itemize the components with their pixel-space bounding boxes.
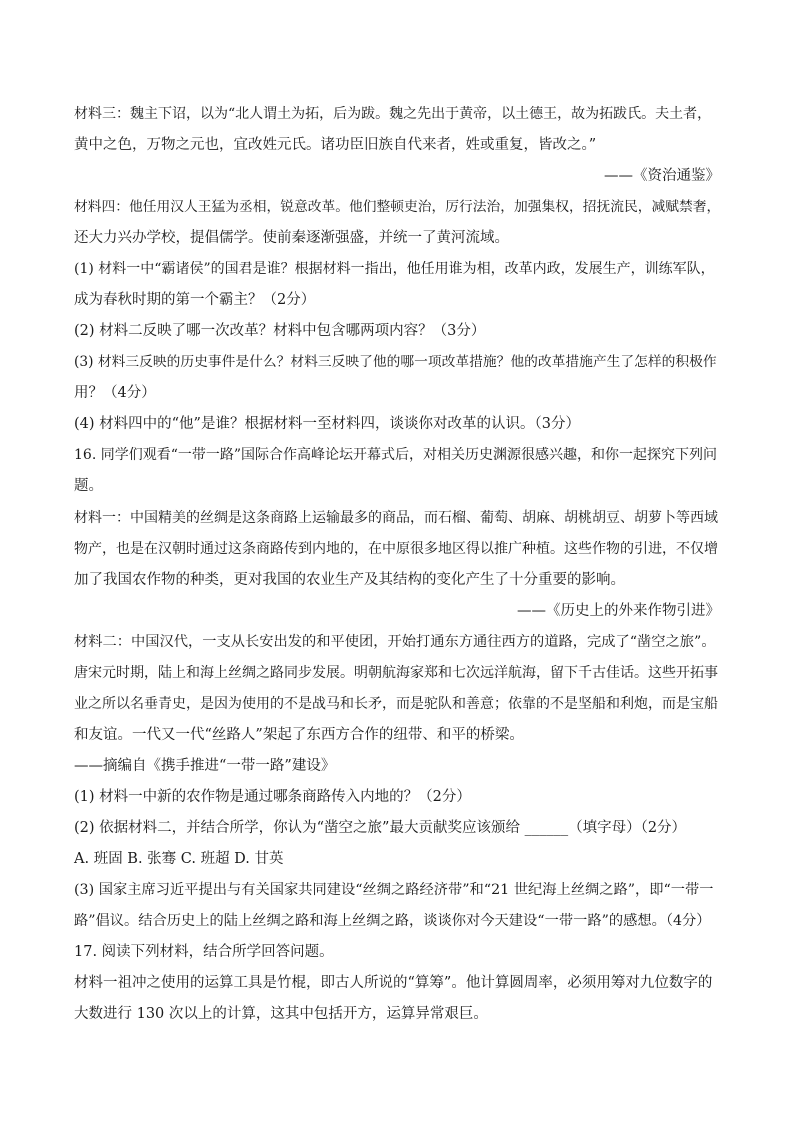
p16-question-3-line-2: 路”倡议。结合历史上的陆上丝绸之路和海上丝绸之路，谈谈你对今天建设“一带一路”的感想。（4分） <box>74 913 711 929</box>
p17-material-1-line-2: 大数进行 130 次以上的计算，这其中包括开方，运算异常艰巨。 <box>74 1006 488 1022</box>
question-3-line-1: (3) 材料三反映的历史事件是什么？材料三反映了他的哪一项改革措施？他的改革措施产生了怎样的积极作 <box>74 354 717 370</box>
p16-question-3-line-1: (3) 国家主席习近平提出与有关国家共同建设“丝绸之路经济带”和“21 世纪海上丝绸之路”，即“一带一 <box>74 882 714 898</box>
problem-16-line-2: 题。 <box>74 478 103 494</box>
citation-belt-and-road: ——摘编自《携手推进“一带一路”建设》 <box>74 758 336 774</box>
p16-material-2-line-1: 材料二：中国汉代，一支从长安出发的和平使团，开始打通东方通往西方的道路，完成了“凿空之旅”。 <box>74 634 716 650</box>
material-3-line-1: 材料三：魏主下诏，以为“北人谓土为拓，后为跋。魏之先出于黄帝，以土德王，故为拓跋氏。夫土者， <box>74 106 712 122</box>
problem-17-prompt: 17. 阅读下列材料，结合所学回答问题。 <box>74 944 334 960</box>
question-3-line-2: 用？（4分） <box>74 385 156 401</box>
question-2: (2) 材料二反映了哪一次改革？材料中包含哪两项内容？（3分） <box>74 323 486 339</box>
question-4: (4) 材料四中的“他”是谁？根据材料一至材料四，谈谈你对改革的认识。（3分） <box>74 416 580 432</box>
p16-material-2-line-4: 和友谊。一代又一代“丝路人”架起了东西方合作的纽带、和平的桥梁。 <box>74 727 524 743</box>
p16-question-2-options: A. 班固 B. 张骞 C. 班超 D. 甘英 <box>74 851 284 867</box>
p17-material-1-line-1: 材料一祖冲之使用的运算工具是竹棍，即古人所说的“算筹”。他计算圆周率，必须用筹对九位数字的 <box>74 975 713 991</box>
p16-material-2-line-2: 唐宋元时期，陆上和海上丝绸之路同步发展。明朝航海家郑和七次远洋航海，留下千古佳话。这些开拓事 <box>74 665 718 681</box>
p16-material-1-line-2: 物产，也是在汉朝时通过这条商路传到内地的，在中原很多地区得以推广种植。这些作物的引进，不仅增 <box>74 541 718 557</box>
p16-material-1-line-1: 材料一：中国精美的丝绸是这条商路上运输最多的商品，而石榴、葡萄、胡麻、胡桃胡豆、胡萝卜等西域 <box>74 510 718 526</box>
problem-16-line-1: 16. 同学们观看“一带一路”国际合作高峰论坛开幕式后，对相关历史渊源很感兴趣，和你一起探究下列问 <box>74 447 718 463</box>
material-3-line-2: 黄中之色，万物之元也，宜改姓元氏。诸功臣旧族自代来者，姓或重复，皆改之。” <box>74 137 597 153</box>
question-1-line-2: 成为春秋时期的第一个霸主？（2分） <box>74 292 316 308</box>
p16-question-2: (2) 依据材料二，并结合所学，你认为“凿空之旅”最大贡献奖应该颁给 ______（填字母）（2分） <box>74 820 687 836</box>
material-4-line-2: 还大力兴办学校，提倡儒学。使前秦逐渐强盛，并统一了黄河流域。 <box>74 230 509 246</box>
citation-foreign-crops: ——《历史上的外来作物引进》 <box>517 603 720 619</box>
material-4-line-1: 材料四：他任用汉人王猛为丞相，锐意改革。他们整顿吏治，厉行法治，加强集权，招抚流民，减赋禁奢， <box>74 199 721 215</box>
p16-material-2-line-3: 业之所以名垂青史，是因为使用的不是战马和长矛，而是驼队和善意；依靠的不是坚船和利炮，而是宝船 <box>74 696 718 712</box>
p16-material-1-line-3: 加了我国农作物的种类，更对我国的农业生产及其结构的变化产生了十分重要的影响。 <box>74 572 625 588</box>
citation-zizhi-tongjian: ——《资治通鉴》 <box>604 168 720 184</box>
question-1-line-1: (1) 材料一中“霸诸侯”的国君是谁？根据材料一指出，他任用谁为相，改革内政，发展生产，训练军队， <box>74 261 715 277</box>
p16-question-1: (1) 材料一中新的农作物是通过哪条商路传入内地的？（2分） <box>74 789 471 805</box>
